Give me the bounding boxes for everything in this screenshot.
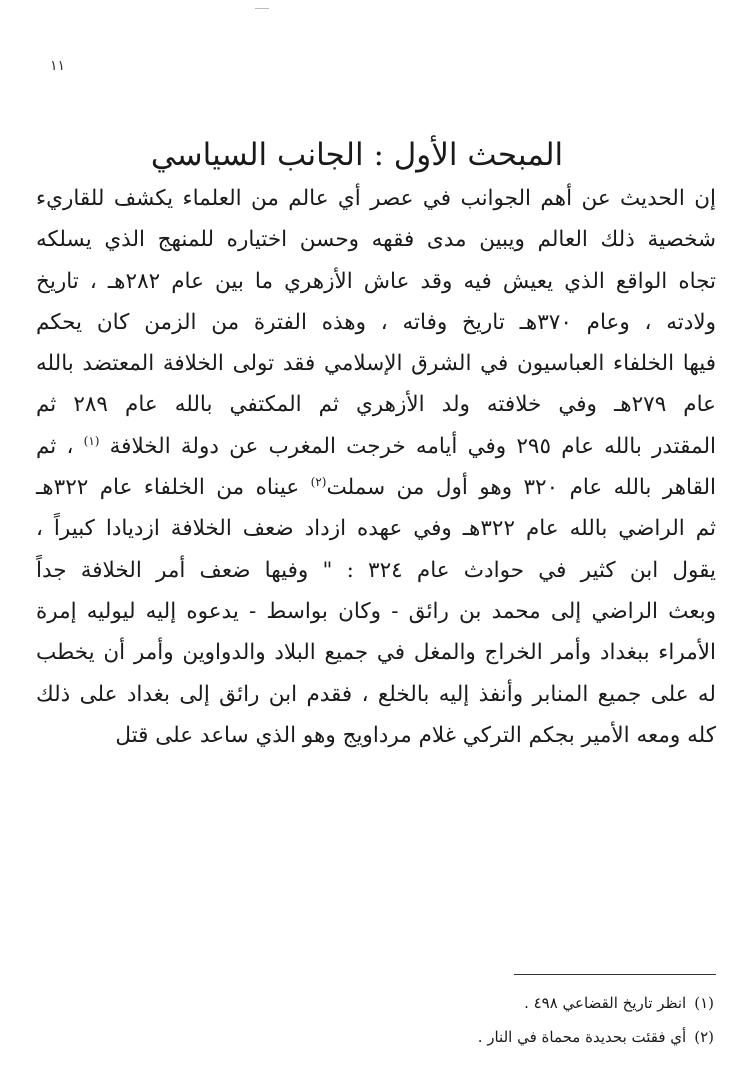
body-line: إن الحديث عن أهم الجوانب في عصر أي عالم من العلماء يكشف للقاريء xyxy=(36,186,716,211)
body-line: كله ومعه الأمير بجكم التركي غلام مرداويج وهو الذي ساعد على قتل xyxy=(115,722,716,748)
body-line: شخصية ذلك العالم ويبين مدى فقهه وحسن اختياره للمنهج الذي يسلكه xyxy=(36,227,716,253)
body-text xyxy=(36,178,716,756)
body-line xyxy=(36,467,716,508)
body-line-part: المقتدر بالله عام ٢٩٥ وفي أيامه خرجت المغرب عن دولة الخلافة xyxy=(109,433,716,459)
body-line: فيها الخلفاء العباسيون في الشرق الإسلامي فقد تولى الخلافة المعتضد بالله xyxy=(36,351,716,377)
body-line: له على جميع المنابر وأنفذ إليه بالخلع ، فقدم ابن رائق إلى بغداد على ذلك xyxy=(36,681,716,707)
footnote-ref-2[interactable]: (٢) xyxy=(310,474,327,489)
footnote-number: (٢) xyxy=(694,1028,714,1046)
section-title: المبحث الأول : الجانب السياسي xyxy=(150,136,564,173)
footnotes xyxy=(478,986,714,1054)
footnote-ref-1[interactable]: (١) xyxy=(83,433,100,448)
page-number: ١١ xyxy=(50,58,66,74)
footnote-2 xyxy=(478,1020,714,1054)
body-line: ولادته ، وعام ٣٧٠هـ تاريخ وفاته ، وهذه الفترة من الزمن كان يحكم xyxy=(36,309,716,335)
body-line: عام ٢٧٩هـ وفي خلافته ولد الأزهري ثم المكتفي بالله عام ٢٨٩ ثم xyxy=(36,392,716,418)
body-line: وبعث الراضي إلى محمد بن رائق - وكان بواسط - يدعوه إليه ليوليه إمرة xyxy=(36,598,716,624)
body-line-part: ، ثم xyxy=(36,433,74,459)
top-rule-mark xyxy=(255,8,269,9)
footnote-text: أي فقئت بحديدة محماة في النار . xyxy=(477,1028,687,1046)
body-line-part: عيناه من الخلفاء عام ٣٢٢هـ xyxy=(36,475,300,501)
body-line xyxy=(36,426,716,467)
footnote-text: انظر تاريخ القضاعي ٤٩٨ . xyxy=(524,994,687,1012)
body-line: الأمراء ببغداد وأمر الخراج والمغل في جميع البلاد والدواوين وأمر أن يخطب xyxy=(36,640,716,666)
body-line: يقول ابن كثير في حوادث عام ٣٢٤ : " وفيها ضعف أمر الخلافة جداً xyxy=(36,557,716,583)
footnote-number: (١) xyxy=(694,994,714,1012)
body-line: تجاه الواقع الذي يعيش فيه وقد عاش الأزهري ما بين عام ٢٨٢هـ ، تاريخ xyxy=(36,268,716,294)
footnote-1 xyxy=(478,986,714,1020)
body-line: ثم الراضي بالله عام ٣٢٢هـ وفي عهده ازداد ضعف الخلافة ازديادا كبيراً ، xyxy=(36,516,716,542)
body-line-part: القاهر بالله عام ٣٢٠ وهو أول من سملت xyxy=(326,475,716,501)
footnote-divider xyxy=(514,974,716,975)
